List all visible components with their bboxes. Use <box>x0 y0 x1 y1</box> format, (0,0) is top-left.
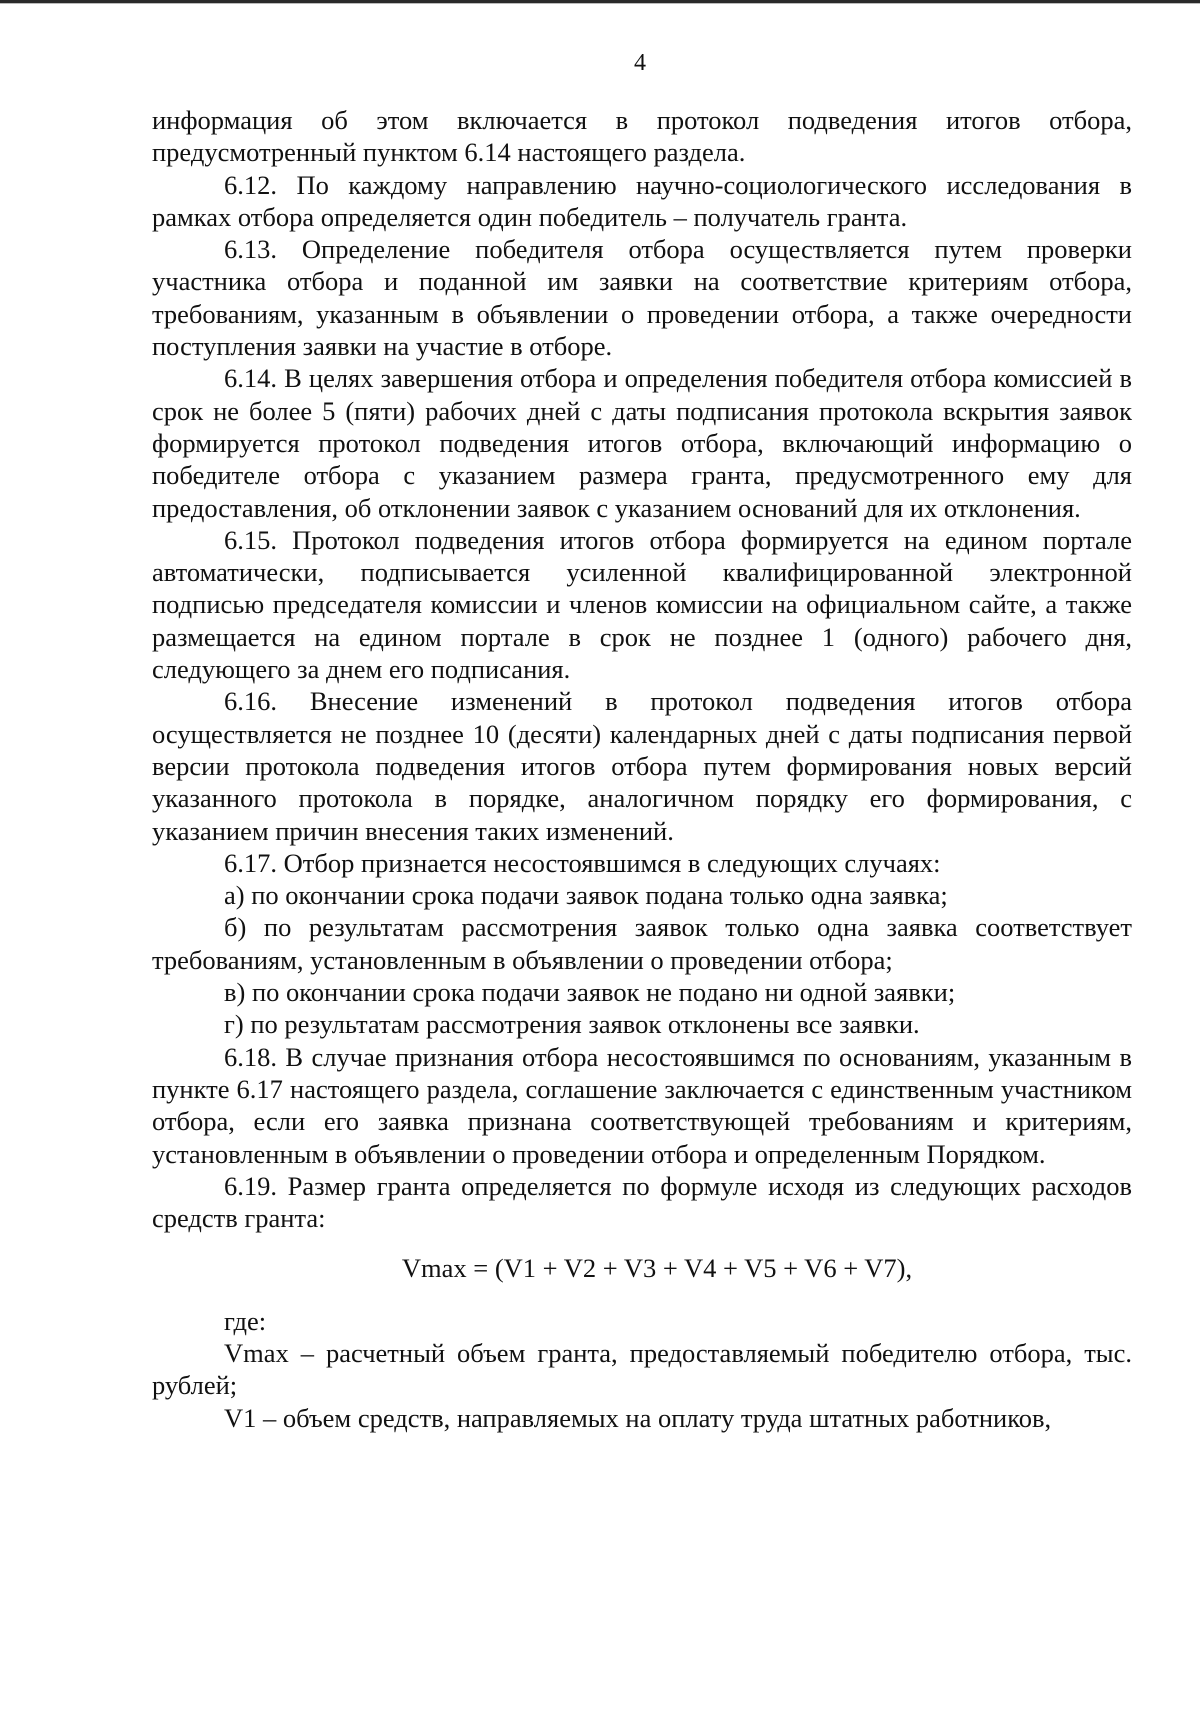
grant-formula: Vmax = (V1 + V2 + V3 + V4 + V5 + V6 + V7), <box>401 1253 913 1284</box>
paragraph-6-12: 6.12. По каждому направлению научно-социологического исследования в рамках отбора определяется один победитель – получатель гранта. <box>152 169 1132 232</box>
paragraph-6-19: 6.19. Размер гранта определяется по формуле исходя из следующих расходов средств гранта: <box>152 1170 1132 1234</box>
page-number: 4 <box>634 50 646 76</box>
list-item-b: б) по результатам рассмотрения заявок только одна заявка соответствует требованиям, установленным в объявлении о проведении отбора; <box>152 912 1132 975</box>
list-item-v: в) по окончании срока подачи заявок не подано ни одной заявки; <box>224 977 956 1008</box>
formula-definition-vmax: Vmax – расчетный объем гранта, предоставляемый победителю отбора, тыс. рублей; <box>152 1337 1132 1401</box>
formula-definition-v1: V1 – объем средств, направляемых на оплату труда штатных работников, <box>224 1402 1052 1433</box>
paragraph-6-17: 6.17. Отбор признается несостоявшимся в следующих случаях: <box>224 847 941 878</box>
list-item-g: г) по результатам рассмотрения заявок отклонены все заявки. <box>224 1009 920 1040</box>
paragraph-6-16: 6.16. Внесение изменений в протокол подведения итогов отбора осуществляется не позднее 10 (десяти) календарных дней с даты подписания первой версии протокола подведения итогов отбора путем формирования новых версий указанного протокола в порядке, аналогичном порядку его формирования, с указанием причин внесения таких изменений. <box>152 686 1132 846</box>
paragraph-6-14: 6.14. В целях завершения отбора и определения победителя отбора комиссией в срок не более 5 (пяти) рабочих дней с даты подписания протокола вскрытия заявок формируется протокол подведения итогов отбора, включающий информацию о победителе отбора с указанием размера гранта, предусмотренного ему для предоставления, об отклонении заявок с указанием оснований для их отклонения. <box>152 363 1132 523</box>
paragraph-6-15: 6.15. Протокол подведения итогов отбора формируется на едином портале автоматически, подписывается усиленной квалифицированной электронной подписью председателя комиссии и членов комиссии на официальном сайте, а также размещается на едином портале в срок не позднее 1 (одного) рабочего дня, следующего за днем его подписания. <box>152 524 1132 685</box>
paragraph-6-13: 6.13. Определение победителя отбора осуществляется путем проверки участника отбора и поданной им заявки на соответствие критериям отбора, требованиям, указанным в объявлении о проведении отбора, а также очередности поступления заявки на участие в отборе. <box>152 234 1132 362</box>
list-item-a: а) по окончании срока подачи заявок подана только одна заявка; <box>224 880 948 911</box>
formula-where-label: где: <box>224 1305 267 1336</box>
scan-top-edge-shadow <box>0 3 1200 4</box>
paragraph-6-18: 6.18. В случае признания отбора несостоявшимся по основаниям, указанным в пункте 6.17 настоящего раздела, соглашение заключается с единственным участником отбора, если его заявка признана соответствующей требованиям и критериям, установленным в объявлении о проведении отбора и определенным Порядком. <box>152 1041 1132 1169</box>
document-body <box>152 104 1132 1434</box>
paragraph-continuation: информация об этом включается в протокол подведения итогов отбора, предусмотренный пунктом 6.14 настоящего раздела. <box>152 105 1132 168</box>
